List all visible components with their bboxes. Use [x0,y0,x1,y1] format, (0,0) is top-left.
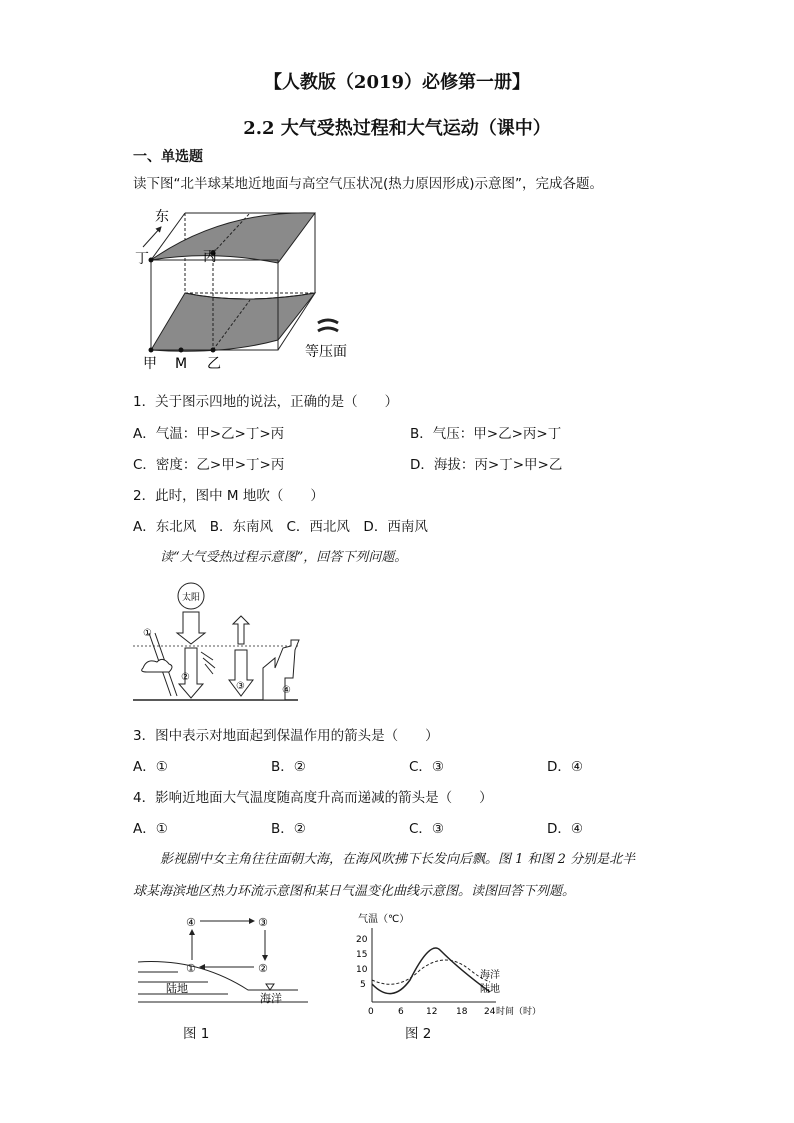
xtick-12: 12 [426,1007,438,1017]
sun-label: 太阳 [181,593,201,603]
ytick-20: 20 [356,935,368,945]
xtick-24: 24 [484,1007,496,1017]
ytick-10: 10 [356,965,368,975]
q1-option-a: A．气温：甲>乙>丁>丙 [133,426,285,442]
figure-1-caption: 图 1 [183,1026,210,1042]
temperature-chart [350,910,550,1020]
circulation-diagram [138,910,318,1010]
intro-text-3b: 球某海滨地区热力环流示意图和某日气温变化曲线示意图。读图回答下列题。 [133,884,576,899]
q1-option-c: C．密度：乙>甲>丁>丙 [133,457,285,473]
label-east: 东 [155,209,169,225]
q3-option-a: A．① [133,759,168,775]
x-axis-label: 时间（时） [496,1007,542,1017]
q1-option-d: D．海拔：丙>丁>甲>乙 [410,457,563,473]
section-heading: 一、单选题 [133,149,203,165]
xtick-18: 18 [456,1007,468,1017]
q3-option-b: B．② [271,759,306,775]
q4-option-d: D．④ [547,821,583,837]
figure-2-caption: 图 2 [405,1026,432,1042]
arrow-2-label: ② [181,672,190,683]
land-curve [372,948,490,994]
label-yi: 乙 [207,356,221,372]
doc-subtitle: 2.2 大气受热过程和大气运动（课中） [243,118,551,139]
ytick-15: 15 [356,950,368,960]
y-axis-label: 气温（℃） [358,914,410,925]
intro-text-3a: 影视剧中女主角往往面朝大海，在海风吹拂下长发向后飘。图 1 和图 2 分别是北半 [160,852,636,867]
label-jia: 甲 [143,356,157,372]
doc-title: 【人教版（2019）必修第一册】 [263,72,531,93]
question-4: 4．影响近地面大气温度随高度升高而递减的箭头是（ ） [133,790,493,806]
arrow-4-label: ④ [282,685,291,696]
isobar-diagram [133,205,363,375]
circ-point-4: ④ [186,916,196,929]
upper-isobar-surface [151,213,315,263]
lower-isobar-surface [151,293,315,351]
intro-text-1: 读下图“北半球某地近地面与高空气压状况(热力原因形成)示意图”，完成各题。 [133,176,604,192]
sea-label: 海洋 [260,992,282,1005]
label-m: M [175,356,188,372]
q4-option-b: B．② [271,821,306,837]
intro-text-2: 读“大气受热过程示意图”，回答下列问题。 [160,550,408,565]
q4-option-a: A．① [133,821,168,837]
q3-option-c: C．③ [409,759,445,775]
q3-option-d: D．④ [547,759,583,775]
xtick-6: 6 [398,1007,404,1017]
circ-point-1: ① [186,962,196,975]
arrow-1-label: ① [143,628,152,639]
isobar-legend-label: 等压面 [305,344,347,360]
sea-curve [372,960,490,984]
question-2: 2．此时，图中 M 地吹（ ） [133,488,324,504]
question-3: 3．图中表示对地面起到保温作用的箭头是（ ） [133,728,439,744]
q2-options: A．东北风 B．东南风 C．西北风 D．西南风 [133,519,428,535]
arrow-3-label: ③ [236,681,245,692]
xtick-0: 0 [368,1007,374,1017]
circ-point-3: ③ [258,916,268,929]
circ-point-2: ② [258,962,268,975]
q1-option-b: B．气压：甲>乙>丙>丁 [410,426,562,442]
question-1: 1．关于图示四地的说法，正确的是（ ） [133,394,399,410]
land-series-label: 陆地 [480,984,500,995]
sea-series-label: 海洋 [480,970,500,981]
label-bing: 丙 [203,249,217,265]
label-ding: 丁 [135,251,149,267]
land-label: 陆地 [166,982,188,995]
q4-option-c: C．③ [409,821,445,837]
ytick-5: 5 [360,980,366,990]
heating-process-diagram [133,578,303,708]
